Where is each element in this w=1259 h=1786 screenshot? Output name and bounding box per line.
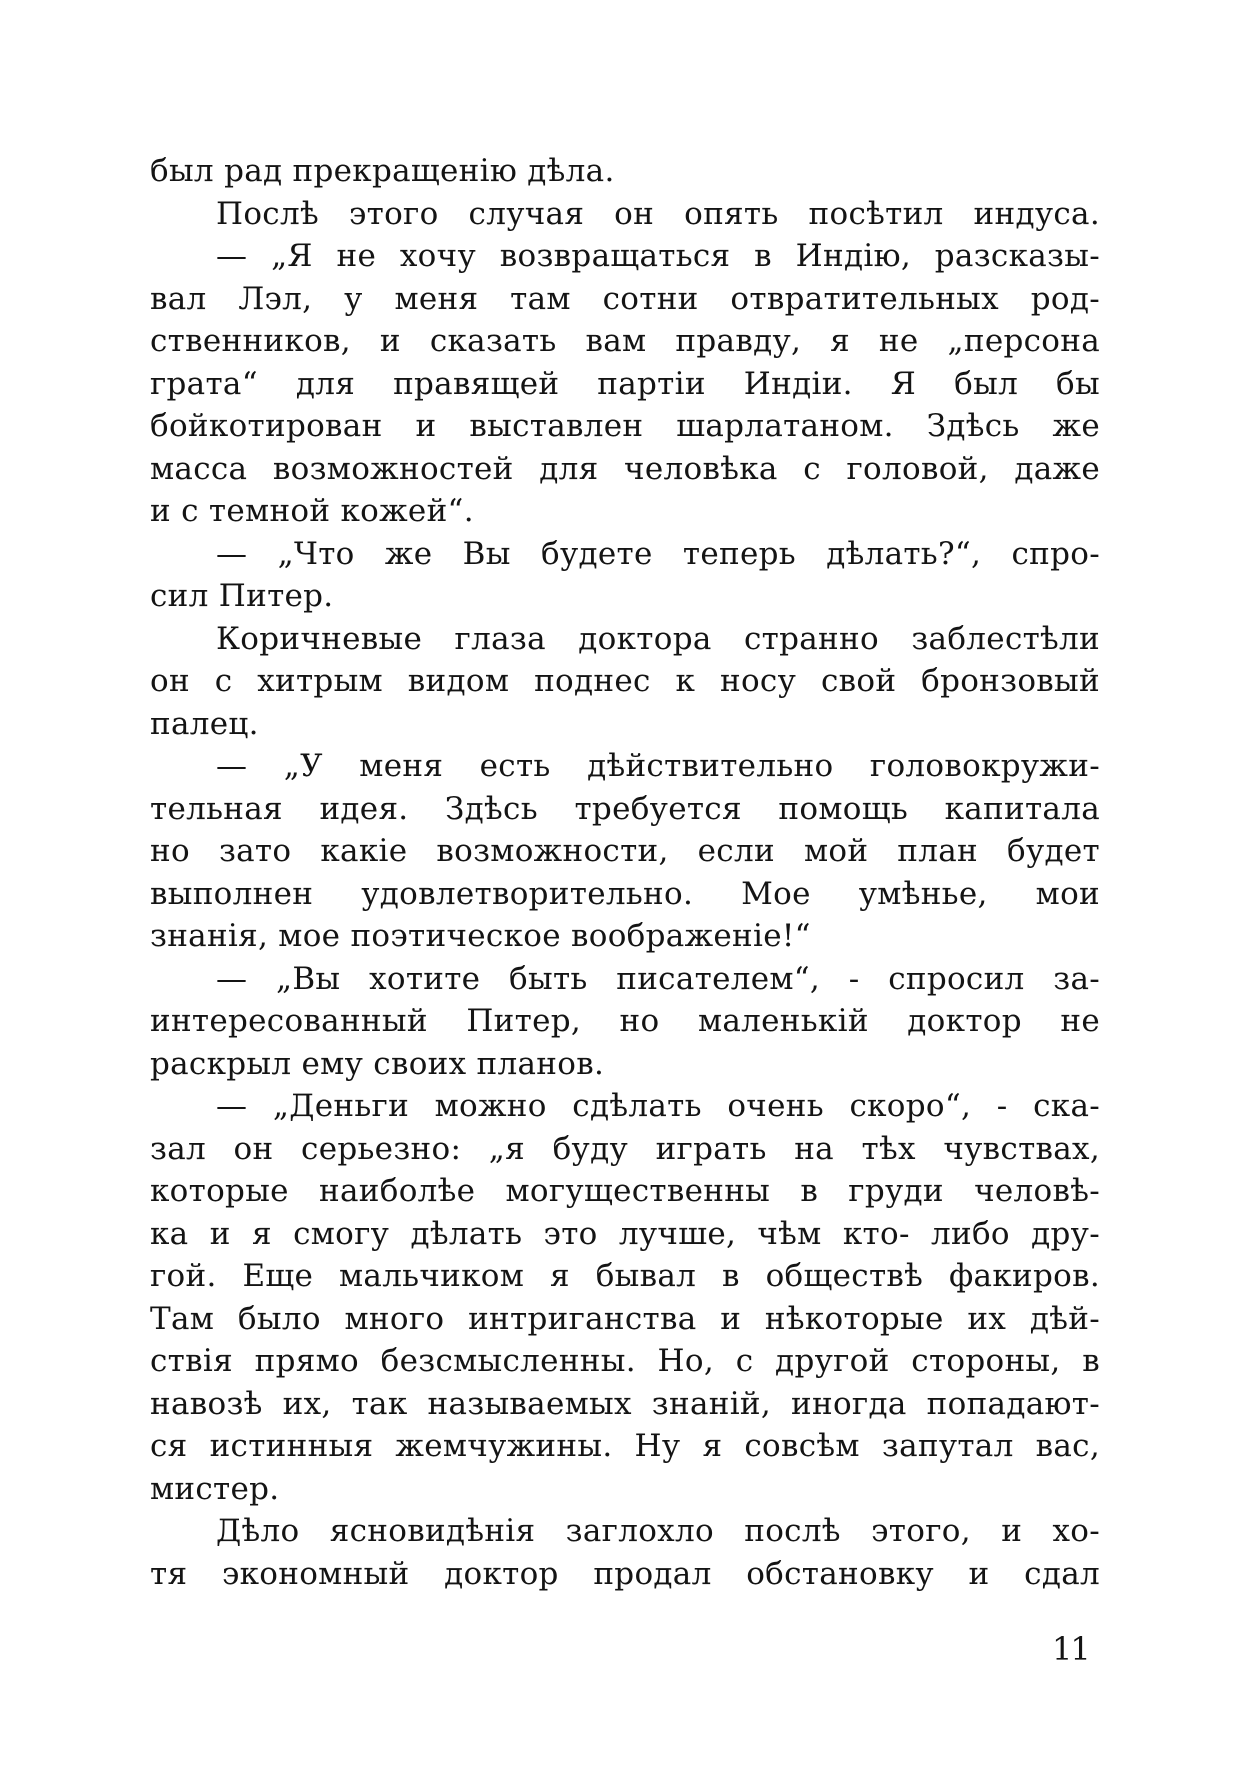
- text-line: тя экономный доктор продал обстановку и сдал: [150, 1555, 1100, 1592]
- text-line: зал он серьезно: „я буду играть на тѣх чувствах,: [150, 1130, 1100, 1167]
- text-line: был рад прекращенію дѣла.: [150, 153, 615, 189]
- text-line: — „У меня есть дѣйствительно головокружи-: [216, 748, 1100, 784]
- text-line: ствія прямо безсмысленны. Но, с другой стороны, в: [150, 1343, 1100, 1379]
- text-line: вал Лэл, у меня там сотни отвратительных род-: [150, 280, 1100, 317]
- text-line: раскрыл ему своих планов.: [150, 1045, 605, 1082]
- text-line: — „Вы хотите быть писателем“, - спросил за-: [216, 960, 1100, 997]
- text-line: интересованный Питер, но маленькій доктор не: [150, 1003, 1100, 1039]
- text-line: ственников, и сказать вам правду, я не „персона: [150, 323, 1100, 359]
- text-line: палец.: [150, 705, 259, 742]
- text-line: выполнен удовлетворительно. Мое умѣнье, мои: [150, 875, 1100, 912]
- text-line: Дѣло ясновидѣнія заглохло послѣ этого, и хо-: [216, 1513, 1100, 1549]
- text-line: тельная идея. Здѣсь требуется помощь капитала: [150, 790, 1100, 827]
- text-line: ся истинныя жемчужины. Ну я совсѣм запутал вас,: [150, 1428, 1100, 1464]
- text-line: знанія, мое поэтическое воображеніе!“: [150, 918, 811, 954]
- text-line: грата“ для правящей партіи Индіи. Я был бы: [150, 365, 1100, 402]
- text-line: сил Питер.: [150, 578, 334, 614]
- text-line: мистер.: [150, 1470, 280, 1507]
- text-line: ка и я смогу дѣлать это лучше, чѣм кто- либо дру-: [150, 1215, 1100, 1252]
- text-line: Там было много интриганства и нѣкоторые их дѣй-: [150, 1300, 1100, 1337]
- text-line: масса возможностей для человѣка с головой, даже: [150, 450, 1100, 487]
- text-line: которые наиболѣе могущественны в груди человѣ-: [150, 1173, 1100, 1209]
- text-line: Коричневые глаза доктора странно заблестѣли: [216, 620, 1100, 657]
- text-line: но зато какіе возможности, если мой план будет: [150, 833, 1100, 869]
- text-line: бойкотирован и выставлен шарлатаном. Здѣсь же: [150, 408, 1100, 444]
- page-body: [150, 150, 1100, 1595]
- text-line: и с темной кожей“.: [150, 493, 474, 529]
- page-number: 11: [1052, 1630, 1089, 1668]
- text-line: гой. Еще мальчиком я бывал в обществѣ факиров.: [150, 1258, 1100, 1294]
- text-line: он с хитрым видом поднес к носу свой бронзовый: [150, 663, 1100, 699]
- text-line: — „Деньги можно сдѣлать очень скоро“, - ска-: [216, 1088, 1100, 1124]
- text-line: — „Что же Вы будете теперь дѣлать?“, спро-: [216, 535, 1100, 572]
- text-line: Послѣ этого случая он опять посѣтил индуса.: [216, 195, 1100, 232]
- text-line: — „Я не хочу возвращаться в Индію, разсказы-: [216, 238, 1100, 274]
- text-line: навозѣ их, так называемых знаній, иногда попадают-: [150, 1385, 1100, 1422]
